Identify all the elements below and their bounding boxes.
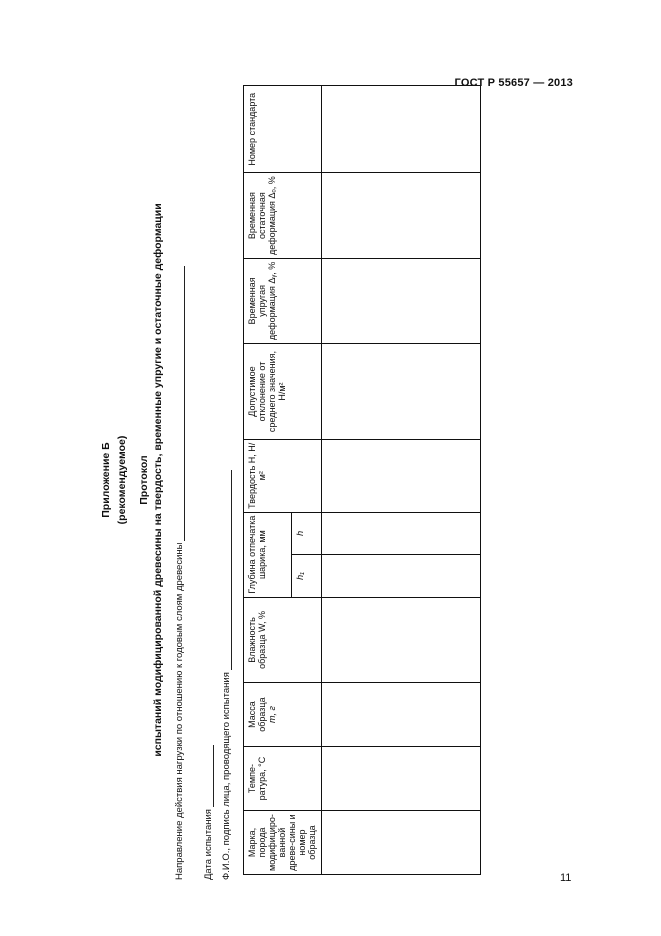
protocol-title: Протокол <box>138 455 150 505</box>
header-moisture: Влажность образца W, % <box>244 597 322 682</box>
cell-elastic-deformation[interactable] <box>321 258 480 343</box>
annex-title: Приложение Б <box>100 442 112 518</box>
cell-mass[interactable] <box>321 683 480 747</box>
cell-standard-number[interactable] <box>321 86 480 173</box>
cell-moisture[interactable] <box>321 597 480 682</box>
standard-number: ГОСТ Р 55657 — 2013 <box>454 77 573 89</box>
protocol-subtitle: испытаний модифицированной древесины на твердость, временные упругие и остаточные деформации <box>152 203 164 757</box>
tester-field <box>221 470 232 880</box>
header-mass: Масса образца m, г <box>244 683 322 747</box>
header-depth-h1: h₁ <box>291 555 321 598</box>
load-direction-line[interactable] <box>174 266 185 541</box>
header-hardness: Твердость H, Н/м² <box>244 440 322 513</box>
tester-label: Ф.И.О., подпись лица, проводящего испытания <box>221 672 232 880</box>
load-direction-label: Направление действия нагрузки по отношению к годовым слоям древесины <box>174 542 185 880</box>
header-depth: Глубина отпечатка шарика, мм <box>244 512 292 597</box>
cell-depth-h1[interactable] <box>321 555 480 598</box>
test-date-line[interactable] <box>203 745 214 807</box>
header-residual-deformation: Временная остаточная деформация Δₒ, % <box>244 173 322 258</box>
test-date-field <box>203 745 214 880</box>
header-standard-number: Номер стандарта <box>244 86 322 173</box>
annex-subtitle: (рекомендуемое) <box>116 435 128 525</box>
header-temperature: Темпе-ратура, °С <box>244 747 322 811</box>
cell-deviation[interactable] <box>321 344 480 440</box>
cell-depth-h[interactable] <box>321 512 480 555</box>
header-sample: Марка, порода модифициро-ванной древе-сины и номер образца <box>244 811 322 875</box>
load-direction-field <box>174 266 185 880</box>
header-depth-h: h <box>291 512 321 555</box>
test-date-label: Дата испытания <box>203 809 214 880</box>
tester-line[interactable] <box>221 470 232 670</box>
header-deviation: Допустимое отклонение от среднего значения, Н/м² <box>244 344 322 440</box>
protocol-table <box>243 85 481 875</box>
cell-temperature[interactable] <box>321 747 480 811</box>
rotated-protocol-block <box>90 80 430 880</box>
header-elastic-deformation: Временная упругая деформация Δᵧ, % <box>244 258 322 343</box>
page-number: 11 <box>560 872 572 884</box>
cell-sample[interactable] <box>321 811 480 875</box>
cell-hardness[interactable] <box>321 440 480 513</box>
cell-residual-deformation[interactable] <box>321 173 480 258</box>
